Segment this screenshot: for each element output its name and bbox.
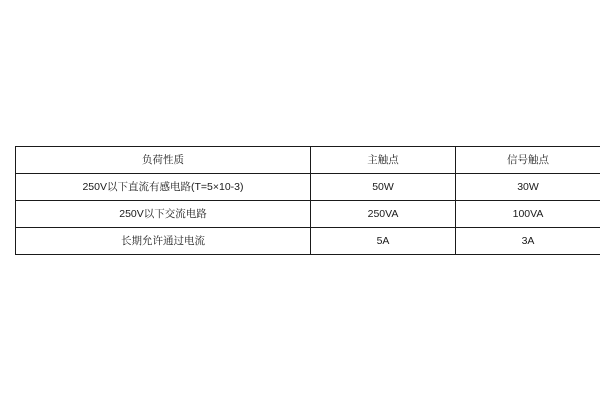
column-header-signal-contact: 信号触点 xyxy=(456,147,600,174)
cell-signal-contact: 30W xyxy=(456,174,600,201)
cell-main-contact: 5A xyxy=(311,228,456,255)
cell-signal-contact: 3A xyxy=(456,228,600,255)
table-row xyxy=(16,201,600,228)
spec-table-container xyxy=(15,146,585,255)
cell-load-type: 长期允许通过电流 xyxy=(16,228,311,255)
table-row xyxy=(16,174,600,201)
table-row xyxy=(16,228,600,255)
cell-main-contact: 250VA xyxy=(311,201,456,228)
column-header-load-type: 负荷性质 xyxy=(16,147,311,174)
cell-signal-contact: 100VA xyxy=(456,201,600,228)
cell-load-type: 250V以下直流有感电路(T=5×10-3) xyxy=(16,174,311,201)
table-header-row xyxy=(16,147,600,174)
column-header-main-contact: 主触点 xyxy=(311,147,456,174)
specification-table xyxy=(15,146,600,255)
cell-main-contact: 50W xyxy=(311,174,456,201)
cell-load-type: 250V以下交流电路 xyxy=(16,201,311,228)
